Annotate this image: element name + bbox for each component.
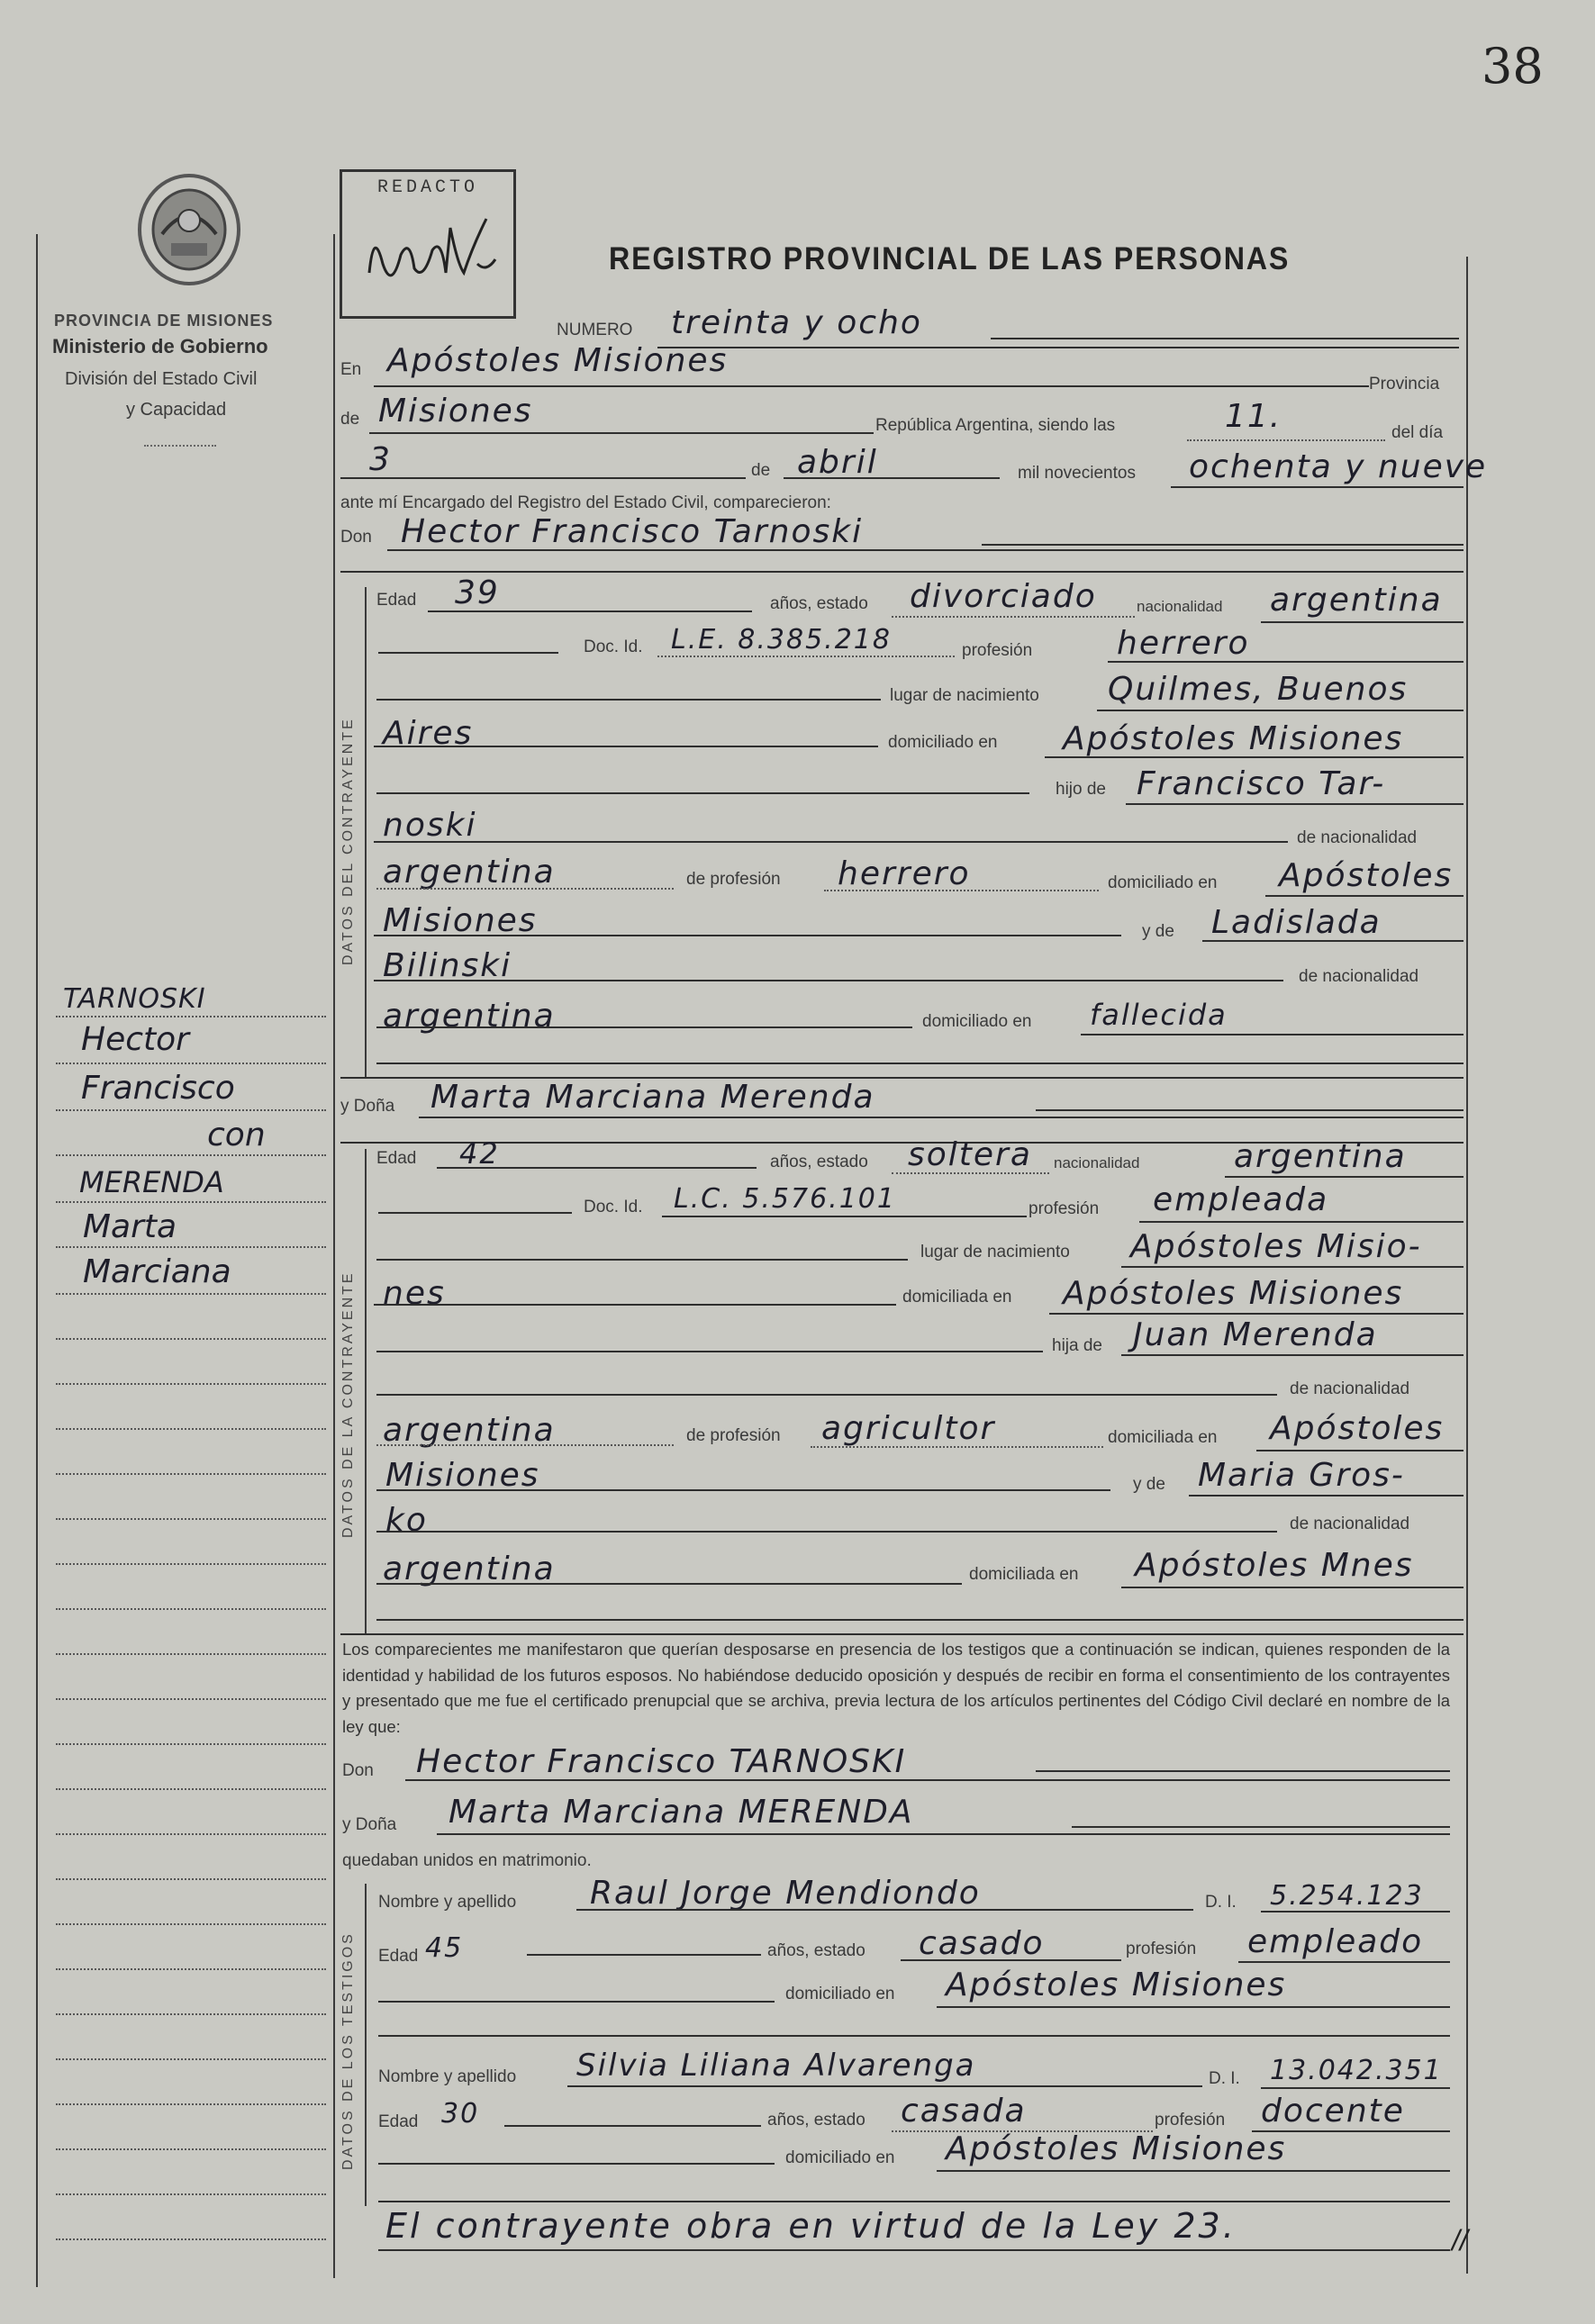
contrayenta-section-label: DATOS DE LA CONTRAYENTE — [340, 1271, 356, 1538]
c-madre-dom-label: domiciliado en — [922, 1012, 1032, 1031]
decl-don-label: Don — [342, 1761, 374, 1780]
contrayente-section-label: DATOS DEL CONTRAYENTE — [340, 717, 356, 965]
f-domicilio-label: domiciliada en — [902, 1288, 1012, 1307]
margin-note-6: Marta — [83, 1208, 177, 1245]
c-edad-value: 39 — [455, 574, 500, 611]
province-label: PROVINCIA DE MISIONES — [54, 312, 274, 330]
c-profesion-label: profesión — [962, 641, 1033, 660]
del-dia-label: del día — [1391, 423, 1444, 442]
f-domicilio-value: Apóstoles Misiones — [1063, 1275, 1404, 1312]
t2-estado-label: años, estado — [767, 2111, 865, 2130]
testigos-bracket — [365, 1884, 367, 2206]
page-number: 38 — [1482, 38, 1544, 95]
final-note: El contrayente obra en virtud de la Ley 23. — [385, 2206, 1237, 2246]
f-padre-nac-label: de nacionalidad — [1290, 1379, 1410, 1398]
provincia-label: Provincia — [1369, 375, 1440, 393]
f-y-de-label: y de — [1133, 1475, 1165, 1494]
c-madre-value-2: Bilinski — [383, 947, 512, 984]
c-padre-prof-value: herrero — [838, 855, 971, 892]
f-padre-dom-value-2: Misiones — [385, 1457, 540, 1494]
t2-prof-value: docente — [1261, 2093, 1405, 2130]
t1-di-label: D. I. — [1205, 1893, 1237, 1912]
t2-dom-label: domiciliado en — [785, 2148, 895, 2167]
c-domicilio-label: domiciliado en — [888, 733, 998, 752]
don-value: Hector Francisco Tarnoski — [401, 513, 864, 550]
f-padre-dom-label: domiciliada en — [1108, 1428, 1218, 1447]
t2-nombre-value: Silvia Liliana Alvarenga — [576, 2048, 976, 2084]
ante-label: ante mí Encargado del Registro del Estado Civil, comparecieron: — [340, 493, 831, 512]
redacto-label: REDACTO — [376, 177, 478, 198]
dona-label: y Doña — [340, 1097, 395, 1116]
c-madre-nac-label: de nacionalidad — [1299, 967, 1419, 986]
c-profesion-value: herrero — [1117, 625, 1250, 662]
f-estado-value: soltera — [908, 1136, 1032, 1173]
f-padre-dom-value-1: Apóstoles — [1270, 1410, 1445, 1447]
en-value: Apóstoles Misiones — [387, 342, 729, 379]
contrayenta-bracket — [365, 1149, 367, 1635]
c-domicilio-value: Apóstoles Misiones — [1063, 720, 1404, 757]
division-label-1: División del Estado Civil — [65, 369, 258, 389]
declaration-text: Los comparecientes me manifestaron que querían desposarse en presencia de los testigos que a continuación se indican, quienes responden de la identidad y habilidad de los futuros esposos. No habiéndose deducido oposición y después de recibir en forma el consentimiento de los contrayentes y presentado que me fue el certificado prenupcial que se archiva, previa lectura de los artículos pertinentes del Código Civil declaré en nombre de la ley que: — [342, 1640, 1450, 1736]
f-doc-label: Doc. Id. — [584, 1198, 643, 1216]
c-padre-dom-value-1: Apóstoles — [1279, 857, 1454, 894]
c-estado-label: años, estado — [770, 594, 868, 613]
c-nacionalidad-label: nacionalidad — [1137, 598, 1223, 615]
signature-icon — [351, 210, 504, 300]
dia-value: 3 — [369, 441, 392, 478]
left-margin-line — [36, 234, 38, 2287]
f-profesion-value: empleada — [1153, 1181, 1329, 1218]
t2-edad-label: Edad — [378, 2112, 419, 2131]
c-doc-label: Doc. Id. — [584, 638, 643, 656]
margin-note-3: Francisco — [81, 1070, 235, 1107]
t2-estado-value: casada — [901, 2093, 1027, 2130]
testigos-section-label: DATOS DE LOS TESTIGOS — [340, 1931, 356, 2170]
f-hija-label: hija de — [1052, 1336, 1102, 1355]
t1-estado-value: casado — [919, 1925, 1045, 1962]
f-estado-label: años, estado — [770, 1153, 868, 1171]
c-lugar-value-1: Quilmes, Buenos — [1108, 671, 1409, 708]
f-nacionalidad-value: argentina — [1234, 1138, 1407, 1175]
f-profesion-label: profesión — [1029, 1199, 1100, 1218]
t1-nombre-label: Nombre y apellido — [378, 1893, 517, 1912]
de2-label: de — [751, 461, 771, 480]
end-mark-icon: // — [1452, 2224, 1468, 2256]
c-madre-nac-value: argentina — [383, 998, 556, 1035]
f-padre-prof-value: agricultor — [821, 1410, 996, 1447]
f-padre-nac-value: argentina — [383, 1412, 556, 1449]
numero-label: NUMERO — [557, 321, 633, 339]
redacto-stamp — [340, 169, 516, 319]
c-padre-nac-value: argentina — [383, 854, 556, 891]
t1-nombre-value: Raul Jorge Mendiondo — [590, 1875, 981, 1912]
c-padre-dom-label: domiciliado en — [1108, 873, 1218, 892]
t2-nombre-label: Nombre y apellido — [378, 2067, 517, 2086]
c-padre-dom-value-2: Misiones — [383, 902, 538, 939]
c-estado-value: divorciado — [910, 578, 1097, 615]
c-nacionalidad-value: argentina — [1270, 582, 1443, 619]
hora-value: 11. — [1225, 398, 1282, 435]
c-edad-label: Edad — [376, 591, 417, 610]
c-padre-nac-label: de nacionalidad — [1297, 828, 1418, 847]
t2-di-value: 13.042.351 — [1270, 2055, 1443, 2086]
f-madre-nac-label: de nacionalidad — [1290, 1515, 1410, 1533]
t2-edad-value: 30 — [441, 2098, 480, 2130]
t1-prof-label: profesión — [1126, 1940, 1197, 1958]
f-edad-value: 42 — [459, 1136, 500, 1171]
c-hijo-label: hijo de — [1056, 780, 1106, 799]
decl-dona-label: y Doña — [342, 1815, 397, 1834]
margin-note-2: Hector — [81, 1021, 189, 1058]
mes-value: abril — [797, 444, 878, 481]
c-madre-value-1: Ladislada — [1211, 904, 1382, 941]
quedaban-label: quedaban unidos en matrimonio. — [342, 1851, 592, 1870]
t1-dom-value: Apóstoles Misiones — [946, 1967, 1287, 2003]
decl-dona-value: Marta Marciana MERENDA — [449, 1794, 914, 1831]
province-seal — [135, 171, 243, 288]
form-right-border — [1466, 257, 1468, 2274]
ministry-label: Ministerio de Gobierno — [52, 335, 268, 357]
f-madre-value-2: ko — [385, 1502, 428, 1539]
c-y-de-label: y de — [1142, 922, 1174, 941]
decl-don-value: Hector Francisco TARNOSKI — [416, 1743, 907, 1780]
anio-value: ochenta y nueve — [1189, 448, 1488, 485]
f-lugar-value-2: nes — [383, 1275, 446, 1312]
c-padre-value-1: Francisco Tar- — [1137, 765, 1386, 802]
republica-label: República Argentina, siendo las — [875, 416, 1116, 435]
margin-note-4: con — [207, 1117, 266, 1153]
f-madre-dom-label: domiciliada en — [969, 1565, 1079, 1584]
dona-value: Marta Marciana Merenda — [430, 1079, 875, 1116]
page-title: REGISTRO PROVINCIAL DE LAS PERSONAS — [609, 241, 1291, 276]
t1-di-value: 5.254.123 — [1270, 1880, 1424, 1912]
f-madre-dom-value: Apóstoles Mnes — [1135, 1547, 1414, 1584]
f-padre-value: Juan Merenda — [1133, 1316, 1378, 1353]
t1-prof-value: empleado — [1247, 1923, 1424, 1960]
numero-value: treinta y ocho — [671, 304, 922, 341]
c-lugar-label: lugar de nacimiento — [890, 686, 1039, 705]
f-madre-nac-value: argentina — [383, 1551, 556, 1587]
de-value: Misiones — [378, 393, 533, 430]
margin-note-1: TARNOSKI — [63, 983, 206, 1015]
c-doc-value: L.E. 8.385.218 — [671, 624, 892, 656]
t1-estado-label: años, estado — [767, 1941, 865, 1960]
f-nacionalidad-label: nacionalidad — [1054, 1154, 1140, 1171]
f-padre-prof-label: de profesión — [686, 1426, 781, 1445]
mil-label: mil novecientos — [1018, 464, 1136, 483]
t1-dom-label: domiciliado en — [785, 1985, 895, 2003]
margin-note-5: MERENDA — [79, 1165, 224, 1199]
c-padre-prof-label: de profesión — [686, 870, 781, 889]
c-madre-dom-value: fallecida — [1090, 998, 1228, 1032]
t1-edad-value: 45 — [425, 1932, 464, 1964]
don-label: Don — [340, 528, 372, 547]
margin-note-7: Marciana — [83, 1253, 231, 1290]
t2-dom-value: Apóstoles Misiones — [946, 2130, 1287, 2167]
f-lugar-label: lugar de nacimiento — [920, 1243, 1070, 1261]
f-lugar-value-1: Apóstoles Misio- — [1130, 1228, 1422, 1265]
f-madre-value-1: Maria Gros- — [1198, 1457, 1405, 1494]
t2-di-label: D. I. — [1209, 2069, 1240, 2088]
c-lugar-value-2: Aires — [383, 715, 474, 752]
c-padre-value-2: noski — [383, 807, 477, 844]
de-label: de — [340, 410, 360, 429]
contrayente-bracket — [365, 587, 367, 1078]
division-label-2: y Capacidad — [126, 400, 227, 420]
t2-prof-label: profesión — [1155, 2111, 1226, 2130]
t1-edad-label: Edad — [378, 1947, 419, 1966]
en-label: En — [340, 360, 362, 379]
f-doc-value: L.C. 5.576.101 — [674, 1183, 896, 1215]
f-edad-label: Edad — [376, 1149, 417, 1168]
